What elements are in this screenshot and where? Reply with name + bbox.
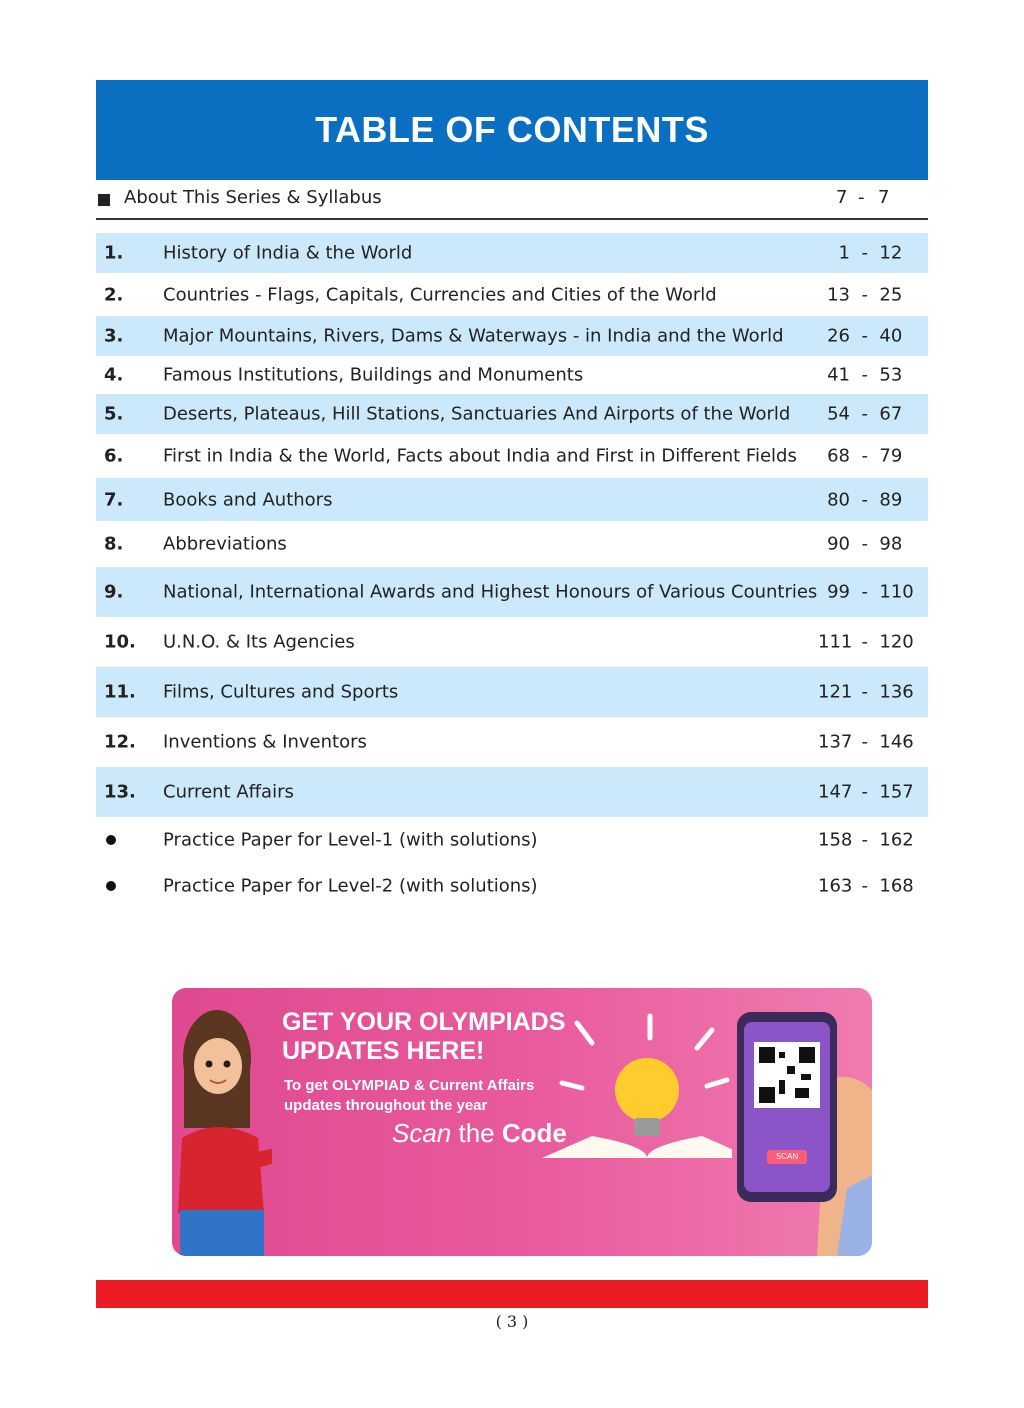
start-page: 54 <box>827 403 850 425</box>
page-range <box>818 632 914 653</box>
start-page: 137 <box>818 731 853 753</box>
chapter-number: 1. <box>104 242 124 264</box>
banner-heading-line1: GET YOUR OLYMPIADS <box>282 1008 566 1036</box>
start-page: 158 <box>818 829 853 851</box>
syllabus-start-page: 7 <box>836 187 848 208</box>
syllabus-entry[interactable] <box>96 182 928 220</box>
code-word: Code <box>501 1118 567 1148</box>
toc-row[interactable] <box>96 233 928 273</box>
chapter-title: U.N.O. & Its Agencies <box>163 631 355 653</box>
page-range <box>818 682 914 703</box>
chapter-number: 2. <box>104 284 124 305</box>
start-page: 80 <box>827 489 850 510</box>
chapter-number: 8. <box>104 533 124 555</box>
toc-row[interactable] <box>96 767 928 817</box>
end-page: 12 <box>879 242 903 264</box>
chapter-number: 5. <box>104 403 124 425</box>
page-range <box>818 326 902 347</box>
end-page: 120 <box>879 631 914 653</box>
phone-qr-illustration <box>717 988 872 1256</box>
page-range-dash: - <box>850 284 880 305</box>
banner-subtext <box>284 1076 534 1116</box>
end-page: 79 <box>879 445 903 467</box>
start-page: 111 <box>818 631 853 653</box>
chapter-number: 13. <box>104 781 136 803</box>
chapter-title: Deserts, Plateaus, Hill Stations, Sanctuaries And Airports of the World <box>163 403 791 425</box>
start-page: 99 <box>827 581 850 603</box>
chapter-number: 10. <box>104 631 136 653</box>
page-range <box>818 534 902 555</box>
page-range-dash: - <box>850 489 880 510</box>
page-range-dash: - <box>850 681 880 703</box>
chapter-title: Films, Cultures and Sports <box>163 681 399 703</box>
the-word: the <box>458 1118 495 1148</box>
start-page: 68 <box>827 445 850 467</box>
page-range <box>818 365 902 386</box>
chapter-number: 3. <box>104 325 124 347</box>
toc-row[interactable] <box>96 567 928 617</box>
end-page: 25 <box>879 284 903 305</box>
start-page: 163 <box>818 875 853 897</box>
syllabus-end-page: 7 <box>878 187 890 208</box>
toc-header <box>96 80 928 180</box>
start-page: 147 <box>818 781 853 803</box>
square-bullet-icon <box>98 194 110 206</box>
toc-row[interactable] <box>96 434 928 478</box>
page-range <box>818 782 914 803</box>
chapter-title: Practice Paper for Level-2 (with solutions) <box>163 875 538 897</box>
page-range <box>818 732 914 753</box>
lightbulb-book-illustration <box>532 1008 732 1158</box>
scan-word: Scan <box>392 1118 452 1148</box>
page-range-dash: - <box>850 631 880 653</box>
end-page: 157 <box>879 781 914 803</box>
page-range <box>818 284 902 305</box>
end-page: 53 <box>879 364 903 386</box>
end-page: 40 <box>879 325 903 347</box>
toc-row[interactable] <box>96 817 928 863</box>
page-range <box>818 489 902 510</box>
page-range-dash: - <box>850 581 880 603</box>
page-range-dash: - <box>850 875 880 897</box>
chapter-number: 6. <box>104 445 124 467</box>
page-range <box>818 243 902 264</box>
page-range <box>818 404 902 425</box>
start-page: 26 <box>827 325 850 347</box>
toc-row[interactable] <box>96 478 928 521</box>
chapter-number: 11. <box>104 681 136 703</box>
page-range <box>818 830 914 851</box>
end-page: 67 <box>879 403 903 425</box>
toc-row[interactable] <box>96 667 928 717</box>
banner-subtext-line2: updates throughout the year <box>284 1097 488 1114</box>
chapter-number: 7. <box>104 489 124 510</box>
end-page: 146 <box>879 731 914 753</box>
banner-subtext-line1: To get OLYMPIAD & Current Affairs <box>284 1077 535 1094</box>
page-range-dash: - <box>850 781 880 803</box>
end-page: 89 <box>879 489 903 510</box>
banner-heading-line2: UPDATES HERE! <box>282 1037 485 1065</box>
page-range-dash: - <box>850 445 880 467</box>
chapter-title: Major Mountains, Rivers, Dams & Waterways - in India and the World <box>163 325 784 347</box>
end-page: 98 <box>879 533 903 555</box>
toc-row[interactable] <box>96 521 928 567</box>
end-page: 110 <box>879 581 914 603</box>
page-range-dash: - <box>850 325 880 347</box>
chapter-title: National, International Awards and Highest Honours of Various Countries <box>163 581 818 603</box>
end-page: 136 <box>879 681 914 703</box>
page-number: ( 3 ) <box>495 1312 529 1331</box>
chapter-number: 4. <box>104 364 124 386</box>
footer-red-bar <box>96 1280 928 1308</box>
toc-row[interactable] <box>96 863 928 909</box>
start-page: 1 <box>838 242 850 264</box>
start-page: 13 <box>827 284 850 305</box>
chapter-title: Abbreviations <box>163 533 287 555</box>
start-page: 41 <box>827 364 850 386</box>
start-page: 90 <box>827 533 850 555</box>
chapter-title: Current Affairs <box>163 781 294 803</box>
syllabus-label: About This Series & Syllabus <box>124 187 382 208</box>
scan-button[interactable]: SCAN <box>775 1152 799 1161</box>
chapter-number: 12. <box>104 731 136 753</box>
bullet-icon <box>106 835 116 845</box>
page-range-dash: - <box>850 364 880 386</box>
bullet-icon <box>106 881 116 891</box>
toc-row[interactable] <box>96 394 928 434</box>
end-page: 168 <box>879 875 914 897</box>
chapter-title: First in India & the World, Facts about India and First in Different Fields <box>163 445 797 467</box>
page-range-dash: - <box>850 242 880 264</box>
page-range-dash: - <box>850 403 880 425</box>
page-range <box>818 876 914 897</box>
chapter-title: Inventions & Inventors <box>163 731 367 753</box>
banner-heading <box>282 1008 565 1066</box>
start-page: 121 <box>818 681 853 703</box>
end-page: 162 <box>879 829 914 851</box>
chapter-title: Countries - Flags, Capitals, Currencies and Cities of the World <box>163 284 717 305</box>
chapter-title: History of India & the World <box>163 242 413 264</box>
page-range-dash: - <box>850 731 880 753</box>
page-range-dash: - <box>850 533 880 555</box>
olympiad-promo-banner[interactable] <box>172 988 872 1256</box>
chapter-title: Famous Institutions, Buildings and Monuments <box>163 364 584 386</box>
toc-row[interactable] <box>96 273 928 316</box>
chapter-number: 9. <box>104 581 124 603</box>
toc-row[interactable] <box>96 717 928 767</box>
page-title: TABLE OF CONTENTS <box>315 109 709 150</box>
page-range <box>818 582 914 603</box>
toc-row[interactable] <box>96 617 928 667</box>
chapter-title: Books and Authors <box>163 489 333 510</box>
girl-illustration <box>172 988 272 1256</box>
toc-row[interactable] <box>96 316 928 356</box>
toc-row[interactable] <box>96 356 928 394</box>
toc-list <box>96 233 928 909</box>
page-range-dash: - <box>850 829 880 851</box>
page-range <box>818 446 902 467</box>
chapter-title: Practice Paper for Level-1 (with solutions) <box>163 829 538 851</box>
page-range-dash: - <box>858 187 865 208</box>
